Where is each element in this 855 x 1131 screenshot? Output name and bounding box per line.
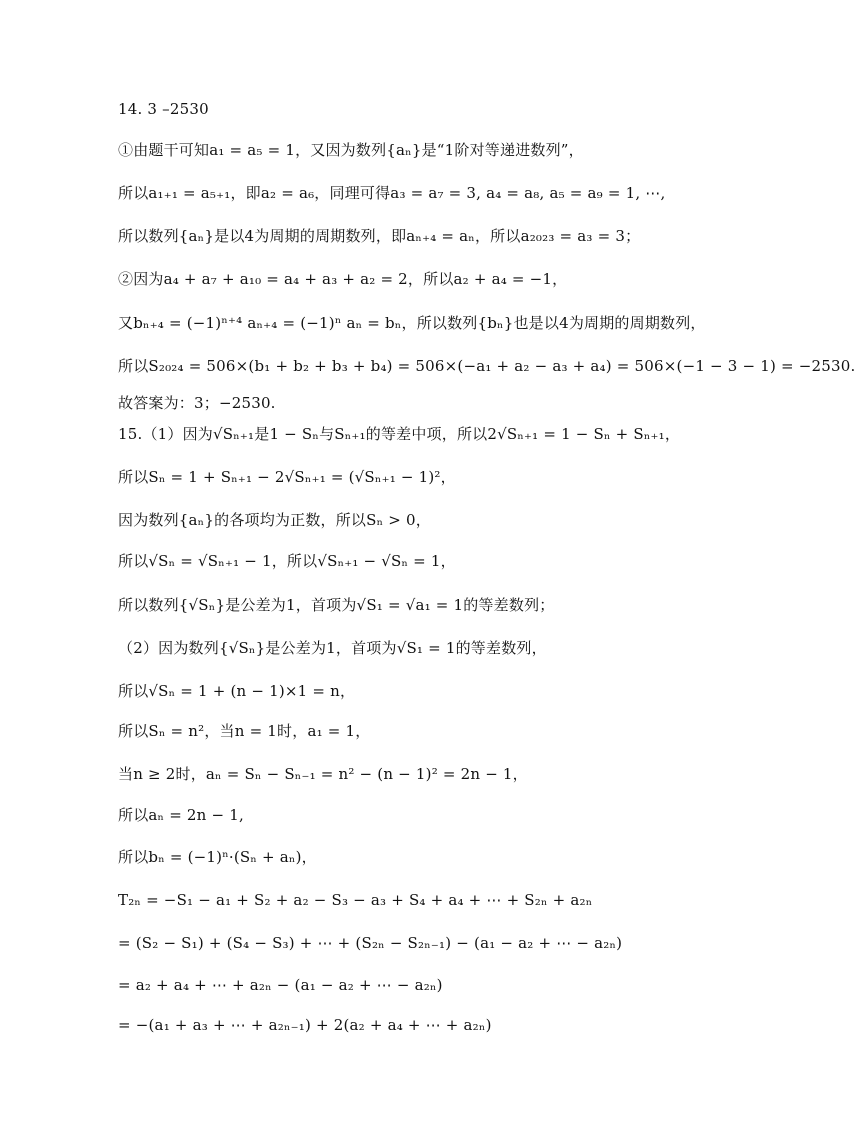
problem-15-line: 15.（1）因为√Sₙ₊₁是1 − Sₙ与Sₙ₊₁的等差中项，所以2√Sₙ₊₁ = 1 − Sₙ + Sₙ₊₁，	[118, 425, 681, 443]
solution-line: 所以√Sₙ = √Sₙ₊₁ − 1，所以√Sₙ₊₁ − √Sₙ = 1，	[118, 552, 456, 570]
equation-line: = (S₂ − S₁) + (S₄ − S₃) + ⋯ + (S₂ₙ − S₂ₙ₋₁) − (a₁ − a₂ + ⋯ − a₂ₙ)	[118, 934, 623, 952]
solution-line: 所以S₂₀₂₄ = 506×(b₁ + b₂ + b₃ + b₄) = 506×(−a₁ + a₂ − a₃ + a₄) = 506×(−1 − 3 − 1) = −2530.	[118, 357, 855, 375]
solution-line: 又bₙ₊₄ = (−1)ⁿ⁺⁴ aₙ₊₄ = (−1)ⁿ aₙ = bₙ，所以数列{bₙ}也是以4为周期的周期数列，	[118, 314, 706, 332]
solution-line: （2）因为数列{√Sₙ}是公差为1，首项为√S₁ = 1的等差数列，	[118, 639, 547, 657]
solution-line: 当n ≥ 2时，aₙ = Sₙ − Sₙ₋₁ = n² − (n − 1)² = 2n − 1，	[118, 765, 528, 783]
solution-line: 所以a₁₊₁ = a₅₊₁，即a₂ = a₆，同理可得a₃ = a₇ = 3, a₄ = a₈, a₅ = a₉ = 1, ⋯,	[118, 184, 666, 202]
solution-line: ①由题干可知a₁ = a₅ = 1，又因为数列{aₙ}是“1阶对等递进数列”，	[118, 141, 584, 159]
solution-line: 所以数列{aₙ}是以4为周期的周期数列，即aₙ₊₄ = aₙ，所以a₂₀₂₃ = a₃ = 3；	[118, 227, 641, 245]
solution-line: 所以数列{√Sₙ}是公差为1，首项为√S₁ = √a₁ = 1的等差数列；	[118, 596, 555, 614]
solution-line: 所以Sₙ = n²，当n = 1时，a₁ = 1，	[118, 722, 371, 740]
solution-line: 所以√Sₙ = 1 + (n − 1)×1 = n，	[118, 682, 356, 700]
solution-line: 因为数列{aₙ}的各项均为正数，所以Sₙ > 0，	[118, 511, 431, 529]
solution-line: 所以bₙ = (−1)ⁿ·(Sₙ + aₙ)，	[118, 848, 317, 866]
answer-line-14: 14. 3 –2530	[118, 100, 209, 118]
solution-line: ②因为a₄ + a₇ + a₁₀ = a₄ + a₃ + a₂ = 2，所以a₂ + a₄ = −1，	[118, 270, 568, 288]
equation-line: T₂ₙ = −S₁ − a₁ + S₂ + a₂ − S₃ − a₃ + S₄ + a₄ + ⋯ + S₂ₙ + a₂ₙ	[118, 891, 593, 909]
equation-line: = a₂ + a₄ + ⋯ + a₂ₙ − (a₁ − a₂ + ⋯ − a₂ₙ)	[118, 976, 443, 994]
solution-line: 所以Sₙ = 1 + Sₙ₊₁ − 2√Sₙ₊₁ = (√Sₙ₊₁ − 1)²，	[118, 468, 456, 486]
solution-line: 所以aₙ = 2n − 1,	[118, 806, 244, 824]
equation-line: = −(a₁ + a₃ + ⋯ + a₂ₙ₋₁) + 2(a₂ + a₄ + ⋯ + a₂ₙ)	[118, 1016, 492, 1034]
answer-line: 故答案为：3；−2530.	[118, 394, 276, 412]
